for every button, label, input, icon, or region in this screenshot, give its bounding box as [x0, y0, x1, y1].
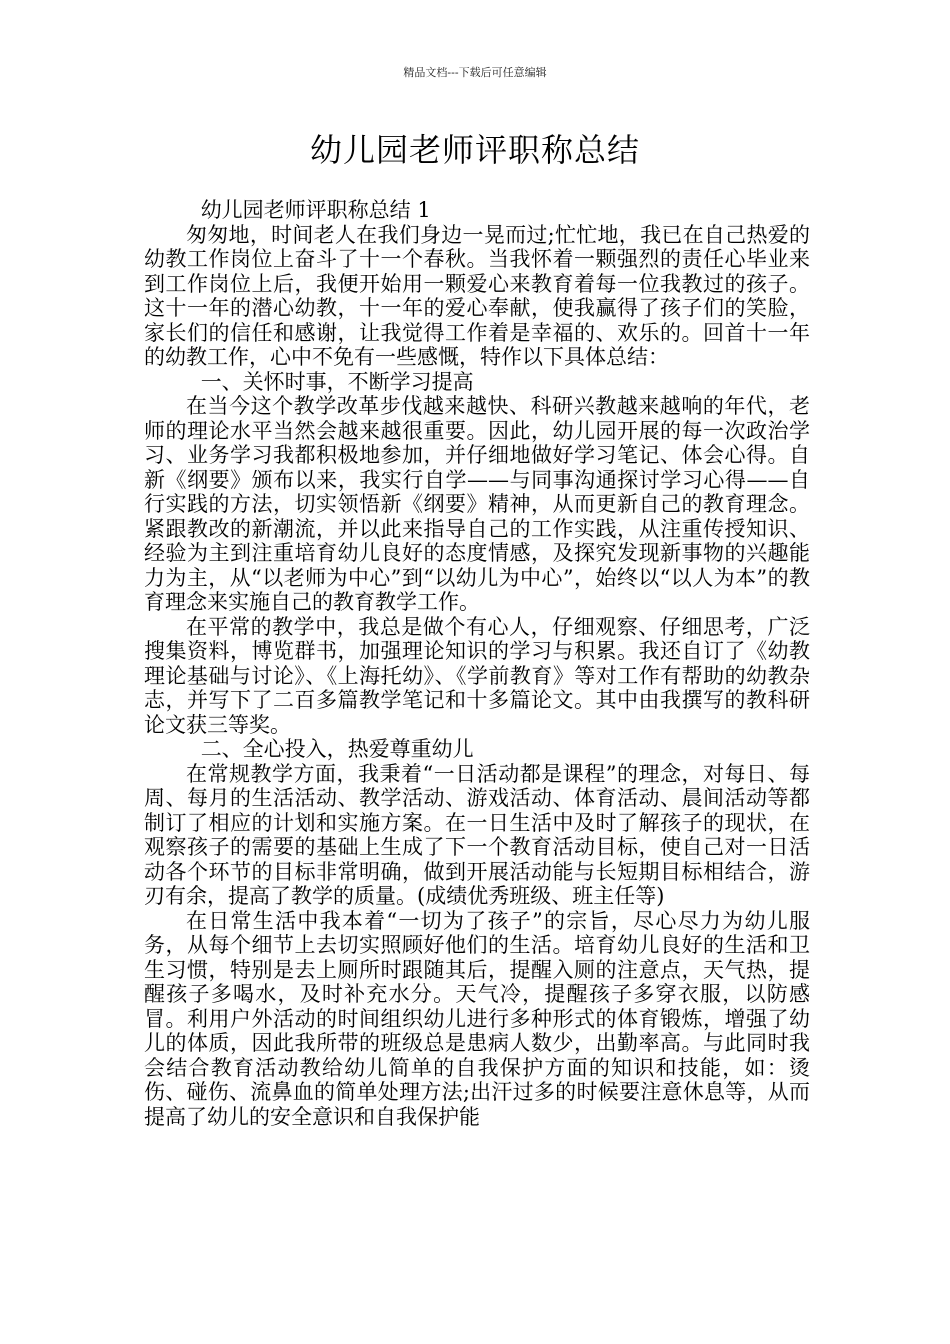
section-subtitle: 幼儿园老师评职称总结 1 [200, 198, 431, 222]
header-note: 精品文档---下载后可任意编辑 [403, 66, 547, 79]
document-body [144, 198, 810, 1129]
section-heading-1: 一、关怀时事，不断学习提高 [200, 369, 474, 394]
section-heading-2: 二、全心投入，热爱尊重幼儿 [200, 737, 474, 761]
page-title: 幼儿园老师评职称总结 [309, 131, 640, 169]
paragraph-intro: 匆匆地，时间老人在我们身边一晃而过;忙忙地，我已在自己热爱的幼教工作岗位上奋斗了十一个春秋。当我怀着一颗强烈的责任心毕业来到工作岗位上后，我便开始用一颗爱心来教育着每一位我教过的孩子。这十一年的潜心幼教，十一年的爱心奉献，使我赢得了孩子们的笑脸，家长们的信任和感谢，让我觉得工作着是幸福的、欢乐的。回首十一年的幼教工作，心中不免有一些感慨，特作以下具体总结： [144, 222, 810, 369]
paragraph-daily-life: 在日常生活中我本着“一切为了孩子”的宗旨，尽心尽力为幼儿服务，从每个细节上去切实照顾好他们的生活。培育幼儿良好的生活和卫生习惯，特别是去上厕所时跟随其后，提醒入厕的注意点，天气热，提醒孩子多喝水，及时补充水分。天气冷，提醒孩子多穿衣服，以防感冒。利用户外活动的时间组织幼儿进行多种形式的体育锻炼，增强了幼儿的体质，因此我所带的班级总是患病人数少，出勤率高。与此同时我会结合教育活动教给幼儿简单的自我保护方面的知识和技能，如：烫伤、碰伤、流鼻血的简单处理方法;出汗过多的时候要注意休息等，从而提高了幼儿的安全意识和自我保护能 [144, 908, 810, 1129]
paragraph-learning: 在当今这个教学改革步伐越来越快、科研兴教越来越响的年代，老师的理论水平当然会越来越很重要。因此，幼儿园开展的每一次政治学习、业务学习我都积极地参加，并仔细地做好学习笔记、体会心得。自新《纲要》颁布以来，我实行自学——与同事沟通探讨学习心得——自行实践的方法，切实领悟新《纲要》精神，从而更新自己的教育理念。紧跟教改的新潮流，并以此来指导自己的工作实践，从注重传授知识、经验为主到注重培育幼儿良好的态度情感，及探究发现新事物的兴趣能力为主，从“以老师为中心”到“以幼儿为中心”，始终以“以人为本”的教育理念来实施自己的教育教学工作。 [144, 394, 810, 614]
paragraph-study: 在平常的教学中，我总是做个有心人，仔细观察、仔细思考，广泛搜集资料，博览群书，加强理论知识的学习与积累。我还自订了《幼教理论基础与讨论》、《上海托幼》、《学前教育》等对工作有帮助的幼教杂志，并写下了二百多篇教学笔记和十多篇论文。其中由我撰写的教科研论文获三等奖。 [144, 614, 810, 737]
paragraph-teaching: 在常规教学方面，我秉着“一日活动都是课程”的理念，对每日、每周、每月的生活活动、教学活动、游戏活动、体育活动、晨间活动等都制订了相应的计划和实施方案。在一日生活中及时了解孩子的现状，在观察孩子的需要的基础上生成了下一个教育活动目标，使自己对一日活动各个环节的目标非常明确，做到开展活动能与长短期目标相结合，游刃有余，提高了教学的质量。(成绩优秀班级、班主任等) [144, 761, 810, 908]
